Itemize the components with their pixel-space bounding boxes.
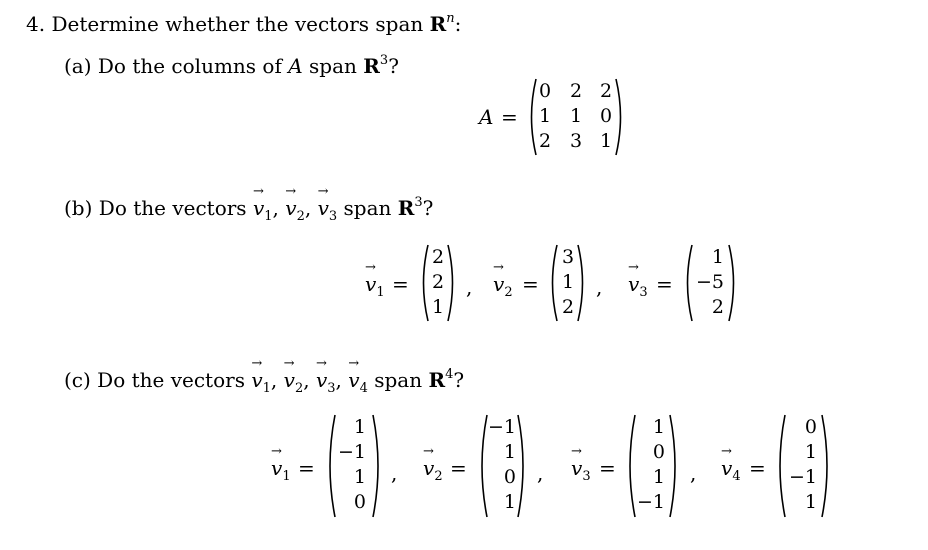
equals-sign: = (501, 105, 518, 129)
vector-entry: −5 (695, 271, 724, 293)
part-a-text: Do the columns of (97, 54, 282, 78)
vector-entry: 2 (431, 271, 445, 293)
vector-symbol: → $v_3$ (571, 444, 591, 484)
vector-symbol: → $v_3$ (317, 184, 338, 224)
vector-entry: 3 (561, 246, 575, 268)
vector-entry: 1 (503, 491, 516, 513)
part-c-text: Do the vectors (97, 368, 245, 392)
vector-entry: 2 (561, 296, 575, 318)
vector-entry: −1 (636, 491, 665, 513)
part-b-text2: span (343, 196, 392, 220)
space-exponent: 4 (445, 367, 454, 382)
problem-number: 4. (26, 12, 46, 36)
matrix-cell: 0 (538, 80, 552, 102)
equals-sign: = (392, 272, 409, 296)
vector-entry: 1 (804, 491, 817, 513)
vector-entry: 1 (652, 466, 665, 488)
vector-entry: 1 (353, 466, 366, 488)
space-symbol: R (397, 196, 415, 220)
part-a-label: (a) (64, 54, 92, 78)
matrix-a-name: A (479, 105, 494, 129)
comma: , (391, 461, 398, 485)
part-a-question (64, 54, 399, 76)
matrix-cell: 1 (599, 130, 613, 152)
space-exponent: n (446, 11, 455, 26)
space-exponent: 3 (379, 53, 389, 68)
part-b-label: (b) (64, 196, 93, 220)
part-b-text: Do the vectors (98, 196, 247, 220)
vector-symbol: → $v_4$ (348, 356, 368, 396)
vector-symbol: → $v_1$ (271, 444, 291, 484)
equals-sign: = (656, 272, 673, 296)
equals-sign: = (450, 456, 467, 480)
vector-entry: 0 (652, 441, 665, 463)
space-symbol: R (363, 54, 380, 78)
matrix-cell: 2 (599, 80, 613, 102)
vector-entry: 2 (711, 296, 724, 318)
right-paren (727, 244, 739, 322)
equals-sign: = (599, 456, 616, 480)
question-mark: ? (422, 196, 434, 220)
vector-entry: 1 (353, 416, 366, 438)
equals-sign: = (749, 456, 766, 480)
matrix-cell: 1 (538, 105, 552, 127)
comma: , (537, 461, 544, 485)
vector-entry: 1 (652, 416, 665, 438)
vector-symbol: → $v_3$ (315, 356, 336, 396)
vector-symbol: → $v_1$ (365, 260, 385, 300)
vector-entry: −1 (337, 441, 366, 463)
right-paren (371, 414, 384, 518)
right-paren (668, 414, 681, 518)
problem-intro: Determine whether the vectors span (51, 12, 424, 36)
comma: , (690, 461, 697, 485)
problem-header (26, 12, 461, 34)
right-paren (516, 414, 529, 518)
vector-entry: 1 (561, 271, 575, 293)
matrix-cell: 2 (569, 80, 583, 102)
question-mark: ? (388, 54, 399, 78)
equals-sign: = (522, 272, 539, 296)
matrix-cell: 2 (538, 130, 552, 152)
vector-symbol: → $v_4$ (721, 444, 741, 484)
colon: : (454, 12, 462, 36)
matrix-cell: 0 (599, 105, 613, 127)
comma: , (596, 275, 603, 299)
vector-entry: 1 (804, 441, 817, 463)
vector-entry: −1 (487, 416, 516, 438)
vector-entry: 0 (804, 416, 817, 438)
space-exponent: 3 (414, 195, 423, 210)
vector-symbol: → $v_2$ (285, 184, 305, 224)
part-b-question: (b) Do the vectors → $v_1$, → $v_2$, → $v_3$ span $R^3$? (64, 184, 434, 224)
vector-symbol: → $v_3$ (628, 260, 648, 300)
vector-entry: 1 (431, 296, 445, 318)
vector-entry: 1 (503, 441, 516, 463)
matrix-name: A (288, 54, 303, 78)
vector-symbol: → $v_1$ (252, 184, 273, 224)
part-c-text2: span (374, 368, 423, 392)
space-symbol: R (428, 368, 446, 392)
comma: , (466, 275, 473, 299)
equals-sign: = (298, 456, 315, 480)
matrix-cell: 1 (569, 105, 583, 127)
question-mark: ? (453, 368, 465, 392)
space-symbol: R (429, 12, 447, 36)
vector-entry: −1 (788, 466, 817, 488)
vector-entry: 2 (431, 246, 445, 268)
matrix-cell: 3 (569, 130, 583, 152)
part-a-text2: span (309, 54, 357, 78)
vector-entry: 0 (353, 491, 366, 513)
right-paren (820, 414, 833, 518)
vector-symbol: → $v_2$ (283, 356, 304, 396)
vector-entry: 0 (503, 466, 516, 488)
vector-symbol: → $v_2$ (493, 260, 513, 300)
part-c-label: (c) (64, 368, 91, 392)
vector-symbol: → $v_1$ (251, 356, 271, 396)
vector-symbol: → $v_2$ (423, 444, 443, 484)
part-c-question: (c) Do the vectors → $v_1$, → $v_2$, → $v_3$, → $v_4$ span $R^4$? (64, 356, 465, 396)
vector-entry: 1 (711, 246, 724, 268)
